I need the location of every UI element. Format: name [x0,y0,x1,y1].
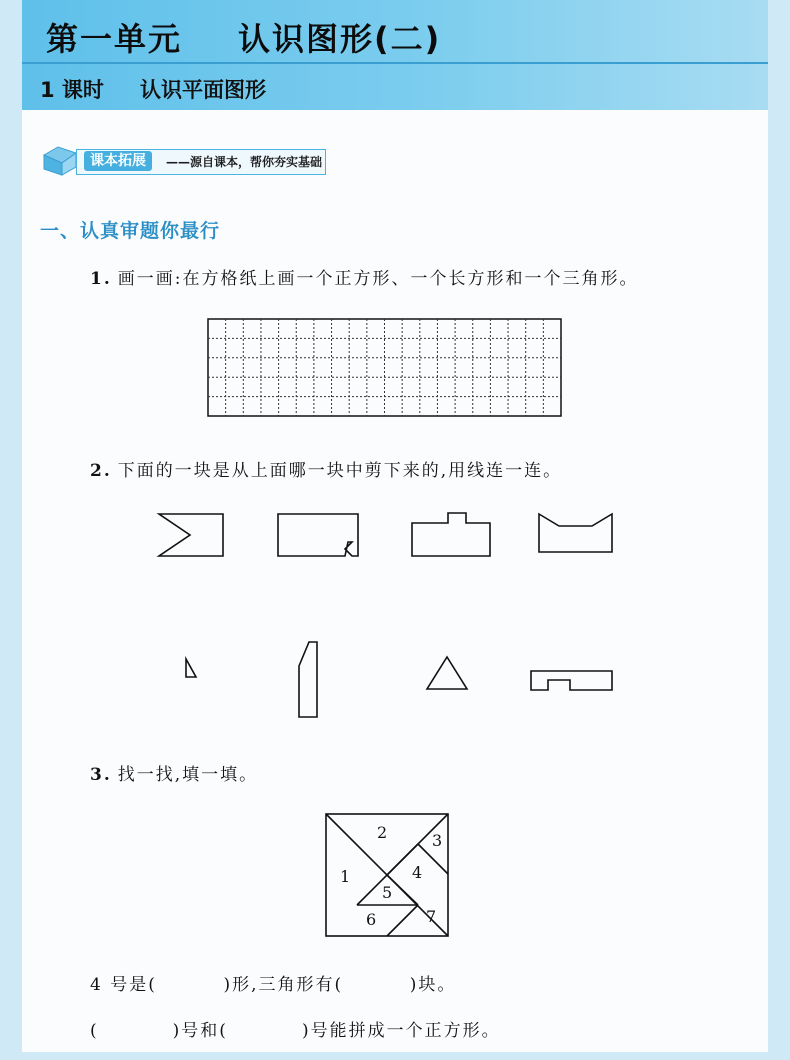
grid-paper[interactable] [208,319,561,416]
question-text: 下面的一块是从上面哪一块中剪下来的,用线连一连。 [117,461,563,481]
section-title: 一、认真审题你最行 [40,220,221,242]
question-text: 找一找,填一填。 [117,765,259,785]
shape-rect-top-tab[interactable] [412,513,490,556]
tangram-label-5: 5 [382,883,393,902]
shape-rect-v-cuts[interactable] [539,514,612,552]
piece-notched-strip[interactable] [531,671,612,690]
fill-line-1[interactable]: 4 号是( )形,三角形有( )块。 [90,975,457,995]
tangram-label-2: 2 [377,823,388,842]
tangram-label-1: 1 [340,867,351,886]
tangram-label-7: 7 [426,907,437,926]
tangram-labels [340,823,442,929]
tangram-label-3: 3 [432,831,443,850]
lesson-name: 认识平面图形 [140,78,266,102]
tangram-label-4: 4 [412,863,423,882]
unit-title: 第一单元 [46,20,183,58]
cut-shapes-row [159,513,612,556]
banner-text: ——源自课本，帮你夯实基础 [166,155,323,169]
question-text: 画一画:在方格纸上画一个正方形、一个长方形和一个三角形。 [117,269,639,289]
question-number: 2. [90,461,112,481]
shape-arrow-notch[interactable] [159,514,223,556]
unit-name: 认识图形(二) [238,20,442,58]
shape-rect-corner-notch[interactable] [278,514,358,556]
cut-pieces-row [186,642,612,717]
piece-triangle[interactable] [427,657,467,689]
lesson-number: 1 课时 [40,78,104,102]
tangram-label-6: 6 [366,910,377,929]
question-number: 1. [90,269,112,289]
question-3 [90,760,258,785]
fill-line-2[interactable]: ( )号和( )号能拼成一个正方形。 [90,1021,501,1041]
question-2 [90,456,562,481]
piece-thin-trapezoid[interactable] [299,642,317,717]
banner-tag: 课本拓展 [84,151,152,171]
piece-small-triangle[interactable] [186,659,196,677]
question-number: 3. [90,765,112,785]
